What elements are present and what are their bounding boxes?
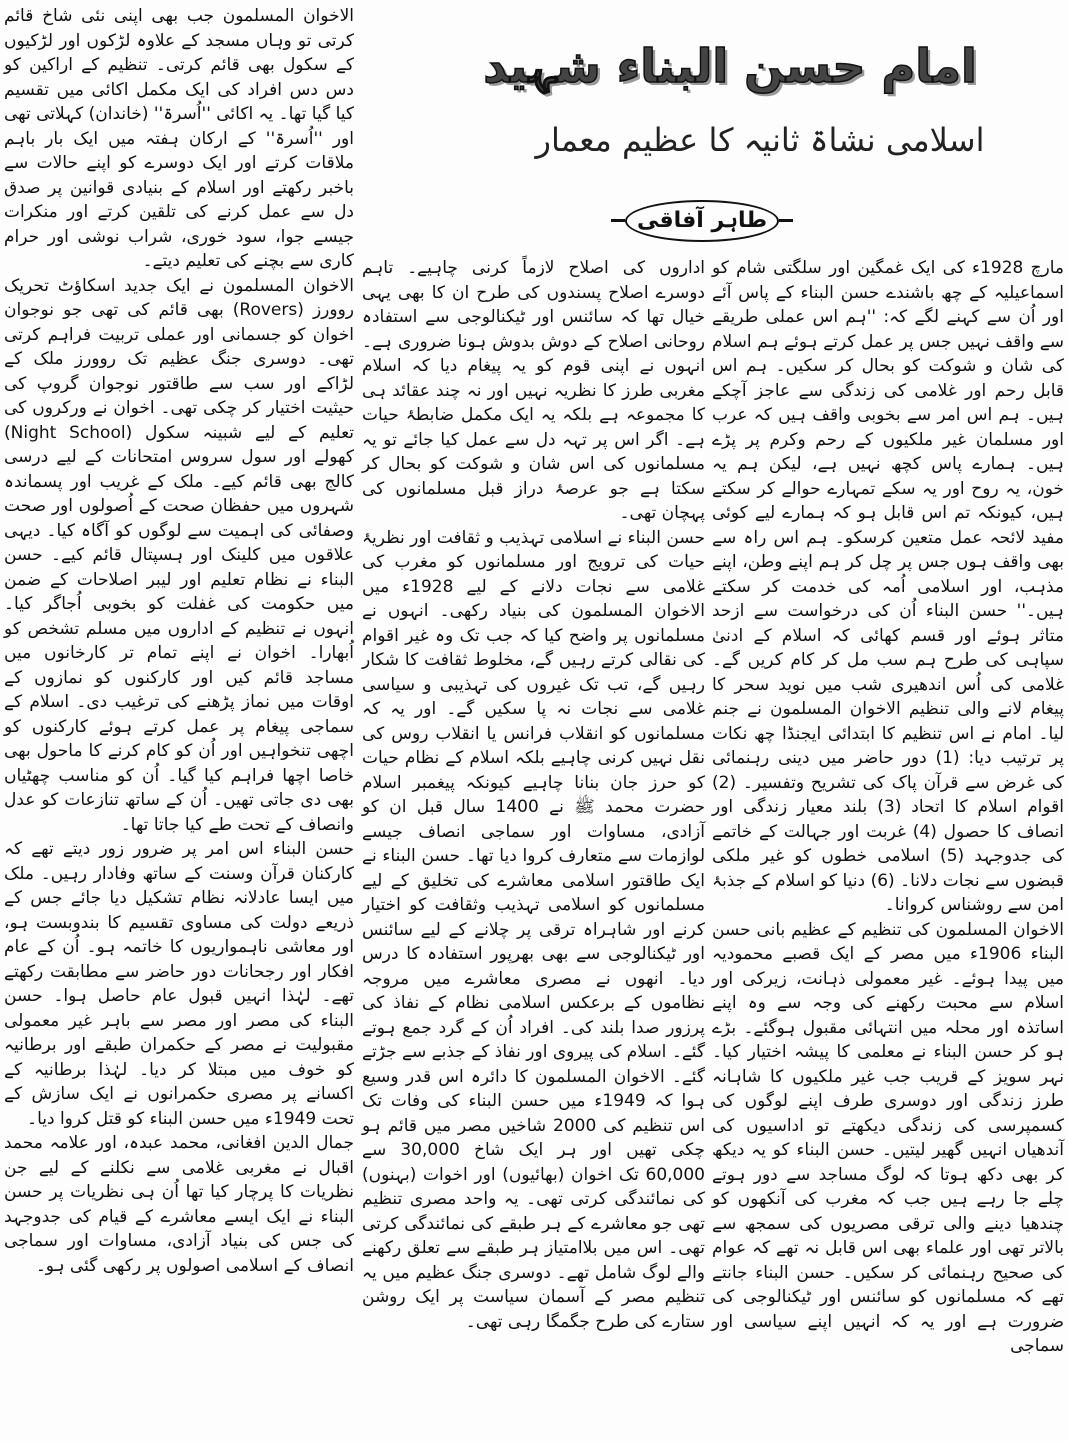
paragraph: مارچ 1928ء کی ایک غمگین اور سلگتی شام کو اسماعیلیہ کے چھ باشندے حسن البناء کے پاس آئے اور اُن سے کہنے لگے کہ: ''ہم اس عملی طریقے سے واقف نہیں جس پر عمل کرتے ہوئے ہم اسلام کی شان و شوکت کو بحال کر سکیں۔ ہم اس قابل رحم اور غلامی کی زندگی سے عاجز آچکے ہیں۔ ہم اس امر سے بخوبی واقف ہیں کہ عرب اور مسلمان غیر ملکیوں کے رحم وکرم پر پڑے ہیں۔ ہمارے پاس کچھ نہیں ہے، لیکن ہم یہ خون، یہ روح اور یہ سکے تمہارے حوالے کر سکتے ہیں، کیونکہ تم اس قابل ہو کہ ہمارے لیے کوئی مفید لائحہ عمل متعین کرسکو۔ ہم اس راہ سے بھی واقف ہوں جس پر چل کر ہم اپنے وطن، اپنے مذہب، اور اسلامی اُمہ کی خدمت کر سکتے ہیں۔'' حسن البناء اُن کی درخواست سے ازحد متاثر ہوئے اور قسم کھائی کہ اسلام کے ادنیٰ سپاہی کی طرح ہم سب مل کر کام کریں گے۔ غلامی کی اُس اندھیری شب میں نوید سحر کا پیغام لانے والی تنظیم الاخوان المسلمون نے جنم لیا۔ امام نے اس تنظیم کا ابتدائی ایجنڈا چھ نکات پر ترتیب دیا: (1) دور حاضر میں دینی رہنمائی کی غرض سے قرآن پاک کی تشریح وتفسیر۔ (2) اقوام اسلام کا اتحاد (3) بلند معیار زندگی اور انصاف کا حصول (4) غربت اور جہالت کے خاتمے کی جدوجہد (5) اسلامی خطوں کو غیر ملکی قبضوں سے نجات دلانا۔ (6) دنیا کو اسلام کے جذبۂ امن سے روشناس کروانا۔ — [712, 258, 1064, 915]
column-middle — [362, 256, 705, 1334]
paragraph: اداروں کی اصلاح لازماً کرنی چاہیے۔ تاہم دوسرے اصلاح پسندوں کی طرح ان کا بھی یہی خیال تھا کہ سائنس اور ٹیکنالوجی سے استفادہ روحانی اصلاح کے دوش بدوش ہونا ضروری ہے۔ انہوں نے اپنی قوم کو یہ پیغام دیا کہ اسلام مغربی طرز کا نظریہ نہیں اور نہ چند عقائد ہی کا مجموعہ ہے بلکہ یہ ایک مکمل ضابطۂ حیات ہے۔ اگر اس پر تہہ دل سے عمل کیا جائے تو یہ مسلمانوں کی اس شان و شوکت کو بحال کر سکتا ہے جو عرصۂ دراز قبل مسلمانوں کی پہچان تھی۔ — [362, 258, 705, 523]
article-subtitle: اسلامی نشاۃ ثانیہ کا عظیم معمار — [535, 121, 985, 159]
author-byline: طاہر آفاقی — [625, 200, 779, 242]
paragraph: حسن البناء نے اسلامی تہذیب و ثقافت اور نظریۂ حیات کی ترویج اور مسلمانوں کو مغرب کی غلامی سے نجات دلانے کے لیے 1928ء میں الاخوان المسلمون کی بنیاد رکھی۔ انہوں نے مسلمانوں پر واضح کیا کہ جب تک وہ غیر اقوام کی نقالی کرتے رہیں گے، مخلوط ثقافت کا شکار رہیں گے، تب تک غیروں کی تہذیبی و سیاسی غلامی سے نجات نہ پا سکیں گے۔ اور یہ کہ مسلمانوں کو انقلاب فرانس یا انقلاب روس کی نقل نہیں کرنی چاہیے بلکہ اسلام کے نظام حیات کو حرز جان بنانا چاہیے کیونکہ پیغمبر اسلام حضرت محمد ﷺ نے 1400 سال قبل ان کو آزادی، مساوات اور سماجی انصاف جیسے لوازمات سے متعارف کروا دیا تھا۔ حسن البناء نے ایک طاقتور اسلامی معاشرے کی تخلیق کے لیے مسلمانوں کو اسلامی تہذیب وثقافت کو اختیار کرنے اور شاہراہ ترقی پر چلانے کے لیے سائنس اور ٹیکنالوجی سے بھی بھرپور استفادہ کا درس دیا۔ انھوں نے مصری معاشرے میں مروجہ نظاموں کے برعکس اسلامی نظام کے نفاذ کی پرزور صدا بلند کی۔ افراد اُن کے گرد جمع ہوتے گئے۔ اسلام کی پیروی اور نفاذ کے جذبے سے جڑتے گئے۔ الاخوان المسلمون کا دائرہ اس قدر وسیع ہوا کہ 1949ء میں حسن البناء کی وفات تک اس تنظیم کی 2000 شاخیں مصر میں قائم ہو چکی تھیں اور ہر ایک شاخ 30,000 سے 60,000 تک اخوان (بھائیوں) اور اخوات (بہنوں) کی نمائندگی کرتی تھی۔ یہ واحد مصری تنظیم تھی جو معاشرے کے ہر طبقے کی نمائندگی کرتی تھی۔ اس میں بلاامتیاز ہر طبقے سے تعلق رکھنے والے لوگ شامل تھے۔ دوسری جنگ عظیم میں یہ تنظیم مصر کے آسمان سیاست پر ایک روشن ستارے کی طرح جگمگا رہی تھی۔ — [362, 527, 705, 1332]
article-title: امام حسن البناء شہید — [483, 39, 977, 93]
paragraph: الاخوان المسلمون کی تنظیم کے عظیم بانی حسن البناء 1906ء میں مصر کے ایک قصبے محمودیہ میں پیدا ہوئے۔ غیر معمولی ذہانت، زیرکی اور اسلام سے محبت رکھنے کی وجہ سے وہ اپنے اساتذہ اور محلہ میں انتہائی مقبول ہوگئے۔ بڑے ہو کر حسن البناء نے معلمی کا پیشہ اختیار کیا۔ نہر سویز کے قریب جب غیر ملکیوں کا شاہانہ طرز زندگی اور دوسری طرف اپنے لوگوں کی کسمپرسی کی زندگی دیکھتے تو اداسیوں کی آندھیاں انہیں گھیر لیتیں۔ حسن البناء کو یہ دیکھ کر بھی دکھ ہوتا کہ لوگ مساجد سے دور ہوتے چلے جا رہے ہیں جب کہ مغرب کی آنکھوں کو چندھیا دینے والی ترقی مصریوں کی سمجھ سے بالاتر تھی اور علماء بھی اس قابل نہ تھے کہ عوام کی صحیح رہنمائی کر سکیں۔ حسن البناء جانتے تھے کہ مسلمانوں کو سائنس اور ٹیکنالوجی کی ضرورت ہے اور یہ کہ انہیں اپنے سیاسی اور سماجی — [712, 919, 1064, 1356]
column-left — [4, 4, 354, 1278]
column-right — [712, 256, 1064, 1359]
paragraph: الاخوان المسلمون جب بھی اپنی نئی شاخ قائم کرتی تو وہاں مسجد کے علاوہ لڑکوں اور لڑکیوں کے سکول بھی قائم کرتی۔ تنظیم کے اراکین کو دس دس افراد کی ایک مکمل اکائی میں تقسیم کیا گیا تھا۔ یہ اکائی ''اُسرۃ'' (خاندان) کہلاتی تھی اور ''اُسرۃ'' کے ارکان ہفتہ میں ایک بار باہم ملاقات کرتے اور ایک دوسرے کو اپنے حالات سے باخبر رکھتے اور اسلام کے بنیادی قوانین پر صدق دل سے عمل کرنے کی تلقین کرتے اور منکرات جیسے جوا، سود خوری، شراب نوشی اور حرام کاری سے بچنے کی تعلیم دیتے۔ — [4, 6, 354, 271]
paragraph: الاخوان المسلمون نے ایک جدید اسکاؤٹ تحریک روورز (Rovers) بھی قائم کی تھی جو نوجوان اخوان کو جسمانی اور عملی تربیت فراہم کرتی تھی۔ دوسری جنگ عظیم تک روورز ملک کے لڑاکے اور سب سے طاقتور نوجوان گروپ کی حیثیت اختیار کر چکی تھی۔ اخوان نے ورکروں کی تعلیم کے لیے شبینہ سکول (Night School) کھولے اور سول سروس امتحانات کے لیے درسی کالج بھی قائم کیے۔ ملک کے غریب اور پسماندہ شہروں میں حفظان صحت کے اُصولوں اور صحت وصفائی کی اہمیت سے لوگوں کو آگاہ کیا۔ دیہی علاقوں میں کلینک اور ہسپتال قائم کیے۔ حسن البناء نے نظام تعلیم اور لیبر اصلاحات کے ضمن میں حکومت کی غفلت کو بخوبی اُجاگر کیا۔ انہوں نے تنظیم کے اداروں میں مسلم تشخص کو اُبھارا۔ اخوان نے اپنے تمام تر کارخانوں میں مساجد قائم کیں اور کارکنوں کو نمازوں کے اوقات میں نماز پڑھنے کی ترغیب دی۔ اسلام کے سماجی پیغام پر عمل کرتے ہوئے کارکنوں کو اچھی تنخواہیں اور اُن کو کام کرنے کا ماحول بھی خاصا اچھا فراہم کیا گیا۔ اُن کو مناسب چھٹیاں بھی دی جاتی تھیں۔ اُن کے ساتھ تنازعات کو عدل وانصاف کے تحت طے کیا جاتا تھا۔ — [4, 275, 355, 835]
paragraph: حسن البناء اس امر پر ضرور زور دیتے تھے کہ کارکنان قرآن وسنت کے ساتھ وفادار رہیں۔ ملک میں ایسا عادلانہ نظام تشکیل دیا جائے جس کے ذریعے دولت کی مساوی تقسیم کا بندوبست ہو، اور معاشی ناہمواریوں کا خاتمہ ہو۔ اُن کے عام افکار اور رجحانات دور حاضر سے مطابقت رکھتے تھے۔ لہٰذا انہیں قبول عام حاصل ہوا۔ حسن البناء کی مصر اور مصر سے باہر غیر معمولی مقبولیت نے مصر کے حکمران طبقے اور برطانیہ کو خوف میں مبتلا کر دیا۔ لہٰذا برطانیہ کے اکسانے پر مصری حکمرانوں نے ایک سازش کے تحت 1949ء میں حسن البناء کو قتل کروا دیا۔ — [4, 839, 354, 1129]
paragraph: جمال الدین افغانی، محمد عبدہ، اور علامہ محمد اقبال نے مغربی غلامی سے نکلنے کے لیے جن نظریات کا پرچار کیا تھا اُن ہی نظریات پر حسن البناء نے ایک ایسے معاشرے کے قیام کی جدوجہد کی جس کی بنیاد آزادی، مساوات اور سماجی انصاف کے اسلامی اصولوں پر رکھی گئی ہو۔ — [4, 1133, 354, 1276]
